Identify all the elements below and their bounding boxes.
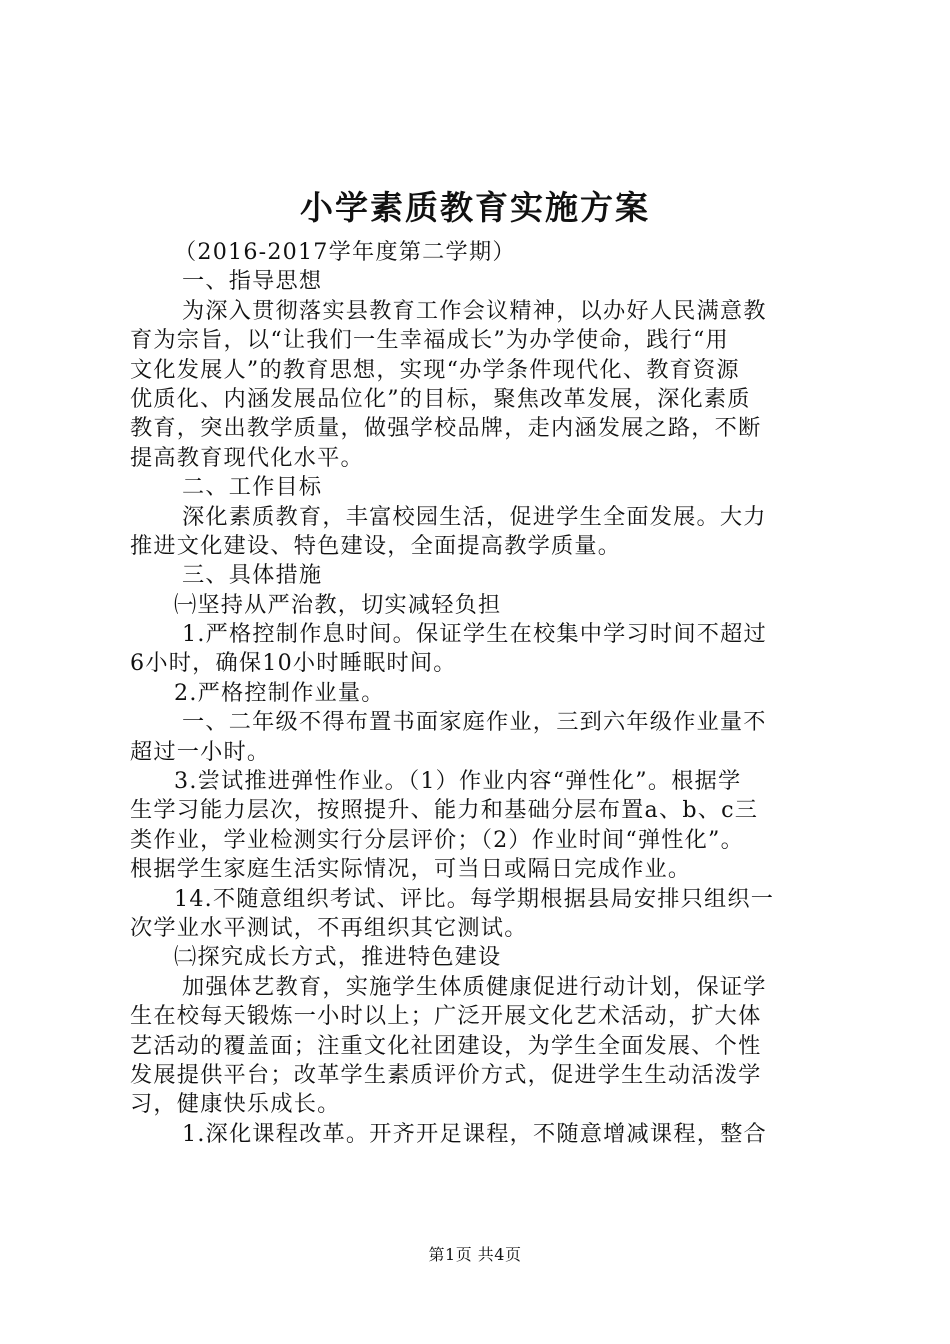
body-line: 发展提供平台；改革学生素质评价方式，促进学生生动活泼学 (130, 1061, 762, 1088)
body-line: 2.严格控制作业量。 (174, 679, 385, 706)
document-title: 小学素质教育实施方案 (300, 188, 650, 227)
body-line: 提高教育现代化水平。 (130, 444, 364, 471)
body-line: 6小时，确保10小时睡眠时间。 (130, 650, 457, 677)
body-line: 艺活动的覆盖面；注重文化社团建设，为学生全面发展、个性 (130, 1032, 762, 1059)
body-line: 育为宗旨，以“让我们一生幸福成长”为办学使命，践行“用 (130, 327, 729, 354)
body-line: ㈡探究成长方式，推进特色建设 (174, 944, 502, 971)
body-line: 二、工作目标 (182, 474, 323, 501)
body-line: 三、具体措施 (182, 562, 323, 589)
body-line: 一、二年级不得布置书面家庭作业，三到六年级作业量不 (182, 709, 767, 736)
body-line: 生在校每天锻炼一小时以上；广泛开展文化艺术活动，扩大体 (130, 1003, 762, 1030)
body-line: 深化素质教育，丰富校园生活，促进学生全面发展。大力 (182, 503, 767, 530)
body-line: （2016-2017学年度第二学期） (174, 239, 516, 265)
body-line: 14.不随意组织考试、评比。每学期根据县局安排只组织一 (174, 885, 775, 912)
body-line: 超过一小时。 (130, 738, 271, 765)
body-line: 3.尝试推进弹性作业。（1）作业内容“弹性化”。根据学 (174, 768, 742, 795)
body-line: 根据学生家庭生活实际情况，可当日或隔日完成作业。 (130, 856, 692, 883)
body-line: 1.深化课程改革。开齐开足课程，不随意增减课程，整合 (182, 1120, 767, 1147)
document-body (130, 238, 834, 1149)
body-line: ㈠坚持从严治教，切实减轻负担 (174, 591, 502, 618)
body-line: 1.严格控制作息时间。保证学生在校集中学习时间不超过 (182, 621, 767, 648)
page-footer: 第1页 共4页 (428, 1245, 522, 1264)
body-line: 推进文化建设、特色建设，全面提高教学质量。 (130, 532, 622, 559)
body-line: 优质化、内涵发展品位化”的目标，聚焦改革发展，深化素质 (130, 385, 751, 412)
body-line: 生学习能力层次，按照提升、能力和基础分层布置a、b、c三 (130, 797, 759, 824)
body-line: 类作业，学业检测实行分层评价；（2）作业时间“弹性化”。 (130, 826, 744, 853)
body-line: 习，健康快乐成长。 (130, 1091, 341, 1118)
body-line: 一、指导思想 (182, 268, 323, 295)
body-line: 文化发展人”的教育思想，实现“办学条件现代化、教育资源 (130, 356, 740, 383)
body-line: 为深入贯彻落实县教育工作会议精神，以办好人民满意教 (182, 297, 767, 324)
body-line: 加强体艺教育，实施学生体质健康促进行动计划，保证学 (182, 973, 767, 1000)
body-line: 教育，突出教学质量，做强学校品牌，走内涵发展之路，不断 (130, 415, 762, 442)
body-line: 次学业水平测试，不再组织其它测试。 (130, 914, 528, 941)
